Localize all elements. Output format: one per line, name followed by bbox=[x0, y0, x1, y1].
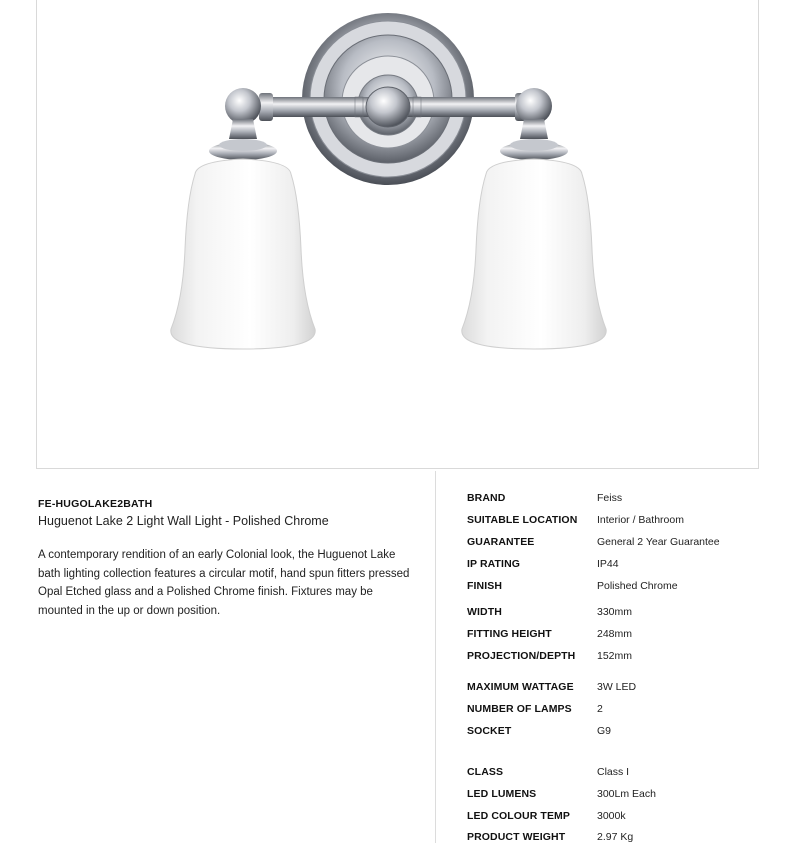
spec-row-finish bbox=[467, 580, 767, 596]
spec-value: Feiss bbox=[597, 492, 623, 504]
spec-label: LED COLOUR TEMP bbox=[467, 810, 570, 822]
product-title: Huguenot Lake 2 Light Wall Light - Polished Chrome bbox=[38, 514, 329, 528]
spec-value: Interior / Bathroom bbox=[597, 514, 684, 526]
spec-value: 330mm bbox=[597, 606, 633, 618]
spec-row-class bbox=[467, 766, 767, 782]
spec-value: 152mm bbox=[597, 650, 633, 662]
spec-label: CLASS bbox=[467, 766, 504, 778]
spec-row-width bbox=[467, 606, 767, 622]
spec-row-product-weight bbox=[467, 831, 767, 847]
spec-label: SUITABLE LOCATION bbox=[467, 514, 578, 526]
spec-value: Polished Chrome bbox=[597, 580, 678, 592]
spec-row-fitting-height bbox=[467, 628, 767, 644]
spec-label: IP RATING bbox=[467, 558, 521, 570]
spec-row-number-of-lamps bbox=[467, 703, 767, 719]
product-description: A contemporary rendition of an early Colonial look, the Huguenot Lake bath lighting collection features a circular motif, hand spun fitters pressed Opal Etched glass and a Polished Chrome finish. Fixtures may be mounted in the up or down position. bbox=[38, 549, 410, 617]
spec-row-brand bbox=[467, 492, 767, 508]
spec-label: SOCKET bbox=[467, 725, 512, 737]
spec-label: LED LUMENS bbox=[467, 788, 537, 800]
spec-row-socket bbox=[467, 725, 767, 741]
spec-value: 2.97 Kg bbox=[597, 831, 634, 843]
spec-row-projection-depth bbox=[467, 650, 767, 666]
spec-row-led-lumens bbox=[467, 788, 767, 804]
spec-row-suitable-location bbox=[467, 514, 767, 530]
spec-label: FINISH bbox=[467, 580, 503, 592]
spec-label: PROJECTION/DEPTH bbox=[467, 650, 576, 662]
product-sku: FE-HUGOLAKE2BATH bbox=[38, 498, 153, 510]
product-image-frame bbox=[36, 0, 759, 469]
spec-label: BRAND bbox=[467, 492, 506, 504]
spec-label: PRODUCT WEIGHT bbox=[467, 831, 566, 843]
spec-label: MAXIMUM WATTAGE bbox=[467, 681, 574, 693]
column-divider bbox=[435, 471, 436, 843]
spec-label: NUMBER OF LAMPS bbox=[467, 703, 572, 715]
spec-label: GUARANTEE bbox=[467, 536, 535, 548]
spec-value: 3W LED bbox=[597, 681, 637, 693]
spec-value: 300Lm Each bbox=[597, 788, 656, 800]
spec-value: Class I bbox=[597, 766, 630, 778]
spec-row-guarantee bbox=[467, 536, 767, 552]
spec-row-led-colour-temp bbox=[467, 810, 767, 826]
spec-value: General 2 Year Guarantee bbox=[597, 536, 720, 548]
spec-value: 2 bbox=[597, 703, 603, 715]
wall-light-product-photo bbox=[37, 0, 760, 470]
spec-row-ip-rating bbox=[467, 558, 767, 574]
spec-label: WIDTH bbox=[467, 606, 502, 618]
spec-value: 3000k bbox=[597, 810, 626, 822]
spec-value: 248mm bbox=[597, 628, 633, 640]
spec-value: G9 bbox=[597, 725, 612, 737]
spec-label: FITTING HEIGHT bbox=[467, 628, 552, 640]
spec-row-maximum-wattage bbox=[467, 681, 767, 697]
spec-value: IP44 bbox=[597, 558, 619, 570]
